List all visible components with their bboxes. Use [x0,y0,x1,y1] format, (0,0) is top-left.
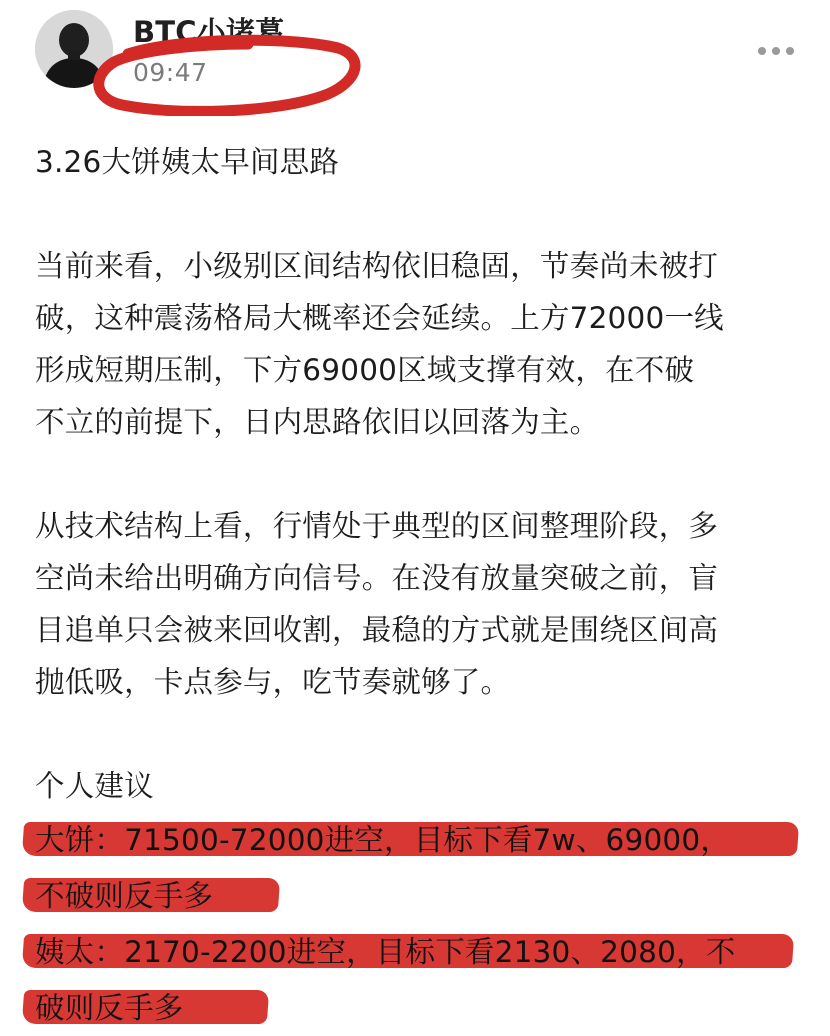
post-title: 3.26大饼姨太早间思路 [35,145,340,179]
paragraph-line: 不立的前提下，日内思路依旧以回落为主。 [35,405,600,439]
paragraph-line: 目追单只会被来回收割，最稳的方式就是围绕区间高 [35,613,719,647]
more-button[interactable] [752,36,800,66]
author-name[interactable]: BTC小诸葛 [133,15,285,49]
advice-text: 大饼：71500-72000进空，目标下看7w、69000， [35,823,731,857]
paragraph-line: 抛低吸，卡点参与，吃节奏就够了。 [35,665,511,699]
advice-line-btc-cont [35,868,805,924]
more-dots-icon [772,47,780,55]
advice-heading: 个人建议 [35,769,154,803]
post-time: 09:47 [133,58,208,87]
advice-text: 姨太：2170-2200进空，目标下看2130、2080，不 [35,935,736,969]
post-content [35,136,805,1036]
advice-line-eth-cont [35,980,805,1036]
advice-line-eth [35,924,805,980]
avatar-image [35,10,113,88]
avatar[interactable] [35,10,113,88]
paragraph-line: 破，这种震荡格局大概率还会延续。上方72000一线 [35,301,724,335]
advice-text: 破则反手多 [35,991,184,1025]
advice-line-btc [35,812,805,868]
more-dots-icon [758,47,766,55]
paragraph-line: 空尚未给出明确方向信号。在没有放量突破之前，盲 [35,561,719,595]
paragraph-line: 形成短期压制，下方69000区域支撑有效，在不破 [35,353,695,387]
more-dots-icon [786,47,794,55]
paragraph-line: 当前来看，小级别区间结构依旧稳固，节奏尚未被打 [35,249,719,283]
advice-text: 不破则反手多 [35,879,214,913]
paragraph-line: 从技术结构上看，行情处于典型的区间整理阶段，多 [35,509,719,543]
